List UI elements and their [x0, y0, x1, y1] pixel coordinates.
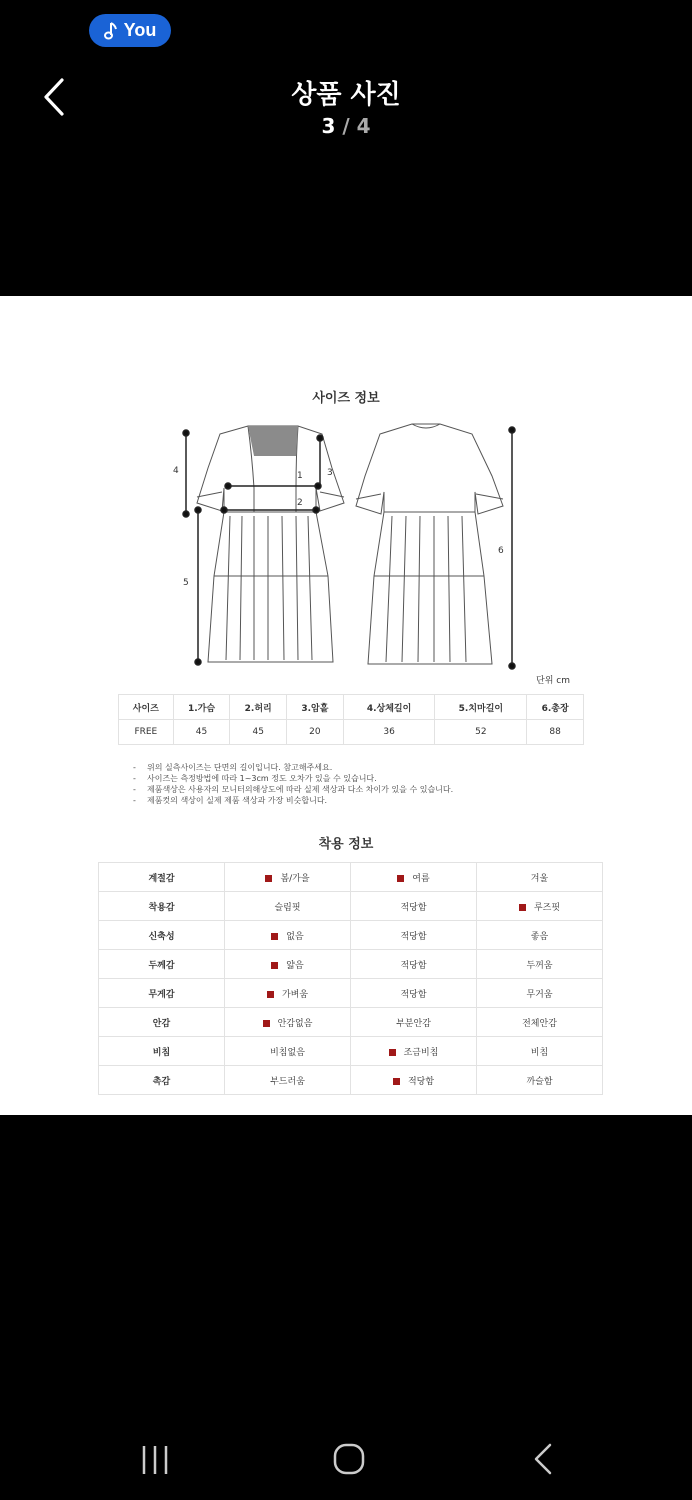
fit-option-text: 적당함 [400, 902, 427, 913]
mark-6: 6 [498, 546, 504, 556]
note-item: - 위의 실측사이즈는 단면의 길이입니다. 참고해주세요. [133, 762, 453, 773]
size-cell: FREE [119, 720, 174, 745]
fit-option-cell [351, 950, 477, 979]
fit-option-text: 적당함 [400, 960, 427, 971]
fit-option-text: 얇음 [286, 960, 304, 971]
fit-option-text: 까슬함 [526, 1076, 553, 1087]
counter-total: / 4 [342, 114, 371, 138]
fit-option-cell [477, 1066, 603, 1095]
size-table [118, 694, 584, 745]
fit-info-title: 착용 정보 [318, 837, 374, 852]
product-image[interactable] [0, 296, 692, 1115]
selected-marker-icon [389, 1049, 396, 1056]
note-item: - 사이즈는 측정방법에 따라 1~3cm 정도 오차가 있을 수 있습니다. [133, 773, 453, 784]
fit-option-text: 겨울 [530, 873, 549, 884]
fit-row-label: 촉감 [99, 1066, 225, 1095]
fit-option-cell [477, 892, 603, 921]
fit-option-cell [351, 921, 477, 950]
fit-option-text: 안감없음 [277, 1018, 313, 1029]
fit-row-label: 착용감 [99, 892, 225, 921]
recent-apps-button[interactable] [140, 1438, 172, 1482]
selected-marker-icon [519, 904, 526, 911]
fit-row [99, 1037, 603, 1066]
now-playing-pill[interactable] [89, 14, 171, 47]
fit-option-text: 비침없음 [270, 1047, 305, 1058]
fit-row-label: 두께감 [99, 950, 225, 979]
selected-marker-icon [271, 962, 278, 969]
fit-option-cell [225, 1008, 351, 1037]
size-header-cell: 2.허리 [230, 695, 287, 720]
size-header-cell: 3.암홀 [287, 695, 344, 720]
unit-label: 단위 cm [536, 676, 570, 686]
fit-option-cell [225, 1066, 351, 1095]
fit-option-text: 좋음 [530, 931, 549, 942]
size-cell: 45 [230, 720, 287, 745]
back-chevron-icon [528, 1438, 558, 1478]
fit-option-text: 여름 [412, 873, 430, 884]
page-title: 상품 사진 [291, 80, 401, 110]
fit-option-cell [351, 1008, 477, 1037]
fit-option-text: 없음 [286, 931, 304, 942]
selected-marker-icon [271, 933, 278, 940]
size-info-title: 사이즈 정보 [312, 391, 380, 406]
fit-row [99, 979, 603, 1008]
home-button[interactable] [330, 1438, 368, 1482]
mark-3: 3 [327, 468, 333, 478]
fit-option-cell [477, 1008, 603, 1037]
fit-row-label: 안감 [99, 1008, 225, 1037]
fit-option-text: 적당함 [400, 931, 427, 942]
fit-option-cell [225, 979, 351, 1008]
fit-option-text: 부분안감 [396, 1018, 431, 1029]
mark-4: 4 [173, 466, 179, 476]
size-cell: 36 [343, 720, 435, 745]
size-notes [133, 762, 453, 806]
pill-label: You [123, 20, 157, 40]
fit-option-cell [225, 921, 351, 950]
fit-option-text: 조금비침 [403, 1047, 439, 1058]
size-header-cell: 사이즈 [119, 695, 174, 720]
fit-option-text: 전체안감 [522, 1018, 557, 1029]
note-item: - 제품색상은 사용자의 모니터의해상도에 따라 실제 색상과 다소 차이가 있을 수 있습니다. [133, 784, 453, 795]
fit-option-text: 적당함 [407, 1076, 435, 1087]
selected-marker-icon [267, 991, 274, 998]
fit-option-text: 무거움 [526, 989, 553, 1000]
fit-option-cell [477, 1037, 603, 1066]
mark-1: 1 [297, 471, 303, 481]
fit-option-cell [477, 921, 603, 950]
fit-option-text: 적당함 [400, 989, 427, 1000]
fit-info-table [98, 862, 603, 1095]
fit-row-label: 비침 [99, 1037, 225, 1066]
fit-option-text: 루즈핏 [533, 902, 561, 913]
music-note-icon [104, 22, 118, 40]
note-item: - 제품컷의 색상이 실제 제품 색상과 가장 비슷합니다. [133, 795, 453, 806]
fit-row [99, 1008, 603, 1037]
home-circle-icon [330, 1438, 368, 1478]
fit-option-text: 부드러움 [270, 1076, 305, 1087]
fit-option-text: 슬림핏 [274, 902, 301, 913]
size-header-cell: 1.가슴 [173, 695, 230, 720]
fit-row [99, 892, 603, 921]
dress-size-diagram [0, 296, 692, 676]
size-header-cell: 5.치마길이 [435, 695, 527, 720]
fit-row [99, 863, 603, 892]
size-header-cell: 6.총장 [527, 695, 584, 720]
fit-option-cell [477, 863, 603, 892]
fit-row-label: 무게감 [99, 979, 225, 1008]
fit-row [99, 1066, 603, 1095]
counter-current: 3 [321, 114, 336, 138]
fit-option-cell [477, 950, 603, 979]
fit-option-cell [351, 979, 477, 1008]
recent-apps-icon [140, 1438, 172, 1478]
fit-option-cell [351, 863, 477, 892]
fit-option-text: 봄/가을 [280, 873, 310, 884]
fit-option-cell [225, 863, 351, 892]
system-back-button[interactable] [528, 1438, 558, 1482]
fit-option-cell [225, 1037, 351, 1066]
fit-option-cell [351, 892, 477, 921]
fit-row-label: 계절감 [99, 863, 225, 892]
selected-marker-icon [397, 875, 404, 882]
mark-2: 2 [297, 498, 303, 508]
mark-5: 5 [183, 578, 189, 588]
fit-row [99, 950, 603, 979]
size-cell: 45 [173, 720, 230, 745]
size-table-row [119, 720, 584, 745]
selected-marker-icon [393, 1078, 400, 1085]
image-counter [0, 114, 692, 138]
fit-option-text: 가벼움 [281, 989, 309, 1000]
fit-option-cell [225, 892, 351, 921]
fit-option-text: 비침 [530, 1047, 549, 1058]
fit-row-label: 신축성 [99, 921, 225, 950]
fit-option-text: 두꺼움 [526, 960, 553, 971]
fit-option-cell [351, 1066, 477, 1095]
size-cell: 20 [287, 720, 344, 745]
size-cell: 88 [527, 720, 584, 745]
size-header-cell: 4.상체길이 [343, 695, 435, 720]
size-table-header [119, 695, 584, 720]
fit-option-cell [225, 950, 351, 979]
fit-row [99, 921, 603, 950]
fit-option-cell [351, 1037, 477, 1066]
selected-marker-icon [265, 875, 272, 882]
size-cell: 52 [435, 720, 527, 745]
system-navbar [0, 1420, 692, 1500]
selected-marker-icon [263, 1020, 270, 1027]
fit-option-cell [477, 979, 603, 1008]
